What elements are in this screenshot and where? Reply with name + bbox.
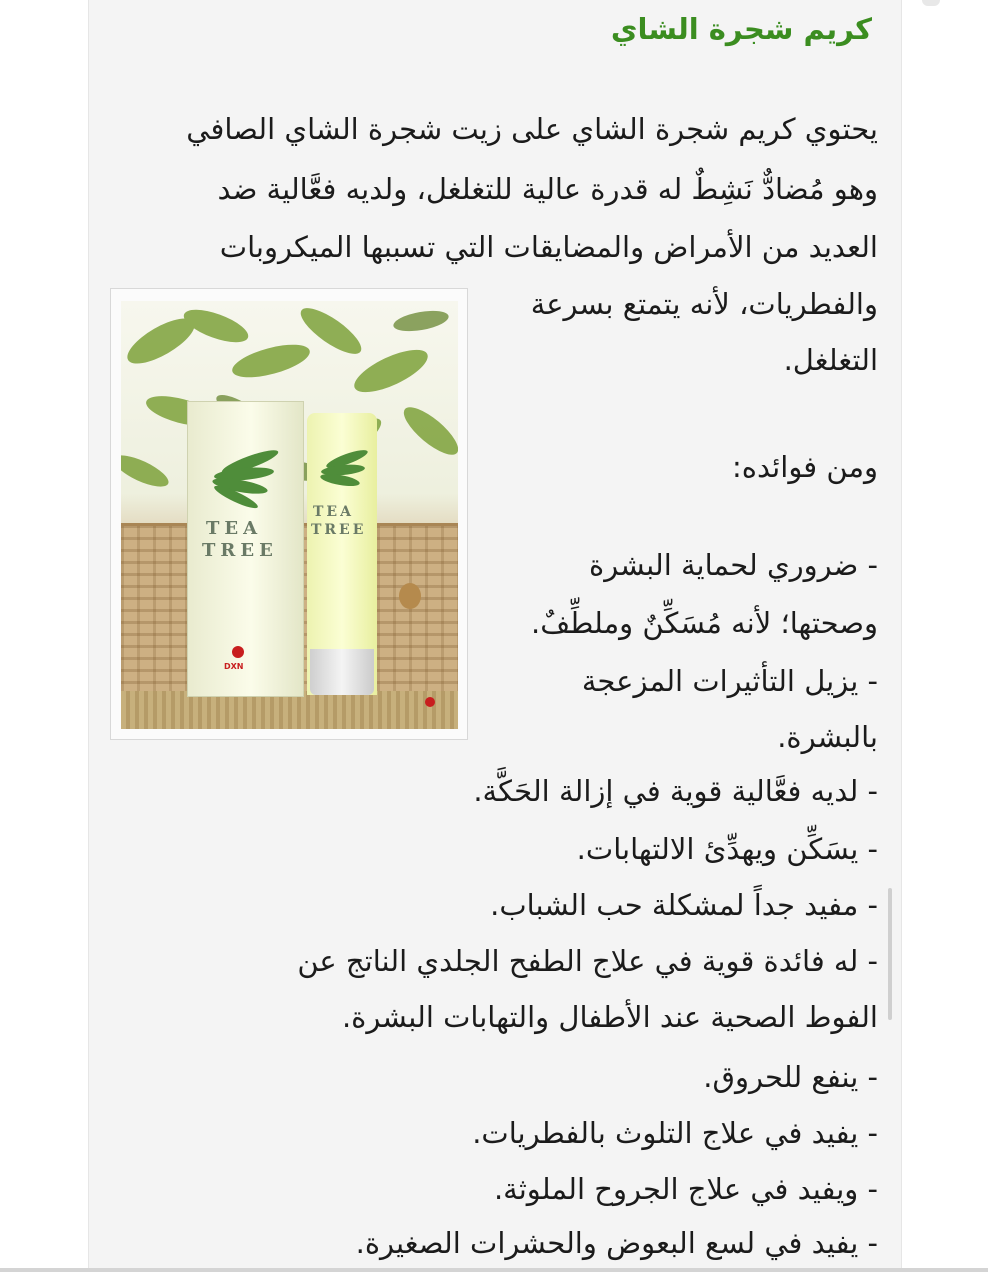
- box-brand-mark: DXN: [224, 662, 244, 671]
- benefit-line: - ينفع للحروق.: [703, 1060, 878, 1094]
- benefits-heading: ومن فوائده:: [732, 450, 878, 484]
- intro-line-2: وهو مُضادٌّ نَشِطٌ له قدرة عالية للتغلغل، ولديه فعَّالية ضد: [217, 172, 878, 206]
- benefit-line: الفوط الصحية عند الأطفال والتهابات البشرة.: [341, 1000, 878, 1034]
- box-brand-line2: TREE: [202, 540, 278, 561]
- corner-handle: [922, 0, 940, 6]
- product-photo-frame: [110, 288, 468, 740]
- article-title: كريم شجرة الشاي: [610, 12, 872, 46]
- benefit-line: - يفيد في لسع البعوض والحشرات الصغيرة.: [355, 1226, 878, 1260]
- benefit-line: - يسَكِّن ويهدِّئ الالتهابات.: [576, 832, 878, 866]
- intro-line-4: والفطريات، لأنه يتمتع بسرعة: [530, 287, 878, 321]
- benefit-line: وصحتها؛ لأنه مُسَكِّنٌ وملطِّفٌ.: [531, 606, 878, 640]
- benefit-line: - ويفيد في علاج الجروح الملوثة.: [493, 1172, 878, 1206]
- tea-tree-leaf-icon: [200, 442, 290, 512]
- tube-cap: [310, 649, 374, 695]
- product-photo: [121, 301, 458, 729]
- benefit-line: - مفيد جداً لمشكلة حب الشباب.: [490, 888, 878, 922]
- benefit-line: - له فائدة قوية في علاج الطفح الجلدي الناتج عن: [297, 944, 878, 978]
- decor-ball: [399, 583, 421, 609]
- benefit-line: - يفيد في علاج التلوث بالفطريات.: [472, 1116, 878, 1150]
- tube-leaf-icon: [313, 443, 373, 503]
- corner-logo-icon: [425, 697, 435, 707]
- tube-brand-line1: TEA: [313, 504, 354, 520]
- benefit-line: - ضروري لحماية البشرة: [589, 548, 878, 582]
- product-box: [187, 401, 304, 697]
- benefit-line: - لديه فعَّالية قوية في إزالة الحَكَّة.: [473, 774, 878, 808]
- box-brand-line1: TEA: [206, 518, 263, 539]
- scroll-indicator[interactable]: [888, 888, 892, 1020]
- bottom-border: [0, 1268, 988, 1272]
- intro-line-1: يحتوي كريم شجرة الشاي على زيت شجرة الشاي الصافي: [186, 112, 878, 146]
- intro-line-3: العديد من الأمراض والمضايقات التي تسببها الميكروبات: [219, 230, 878, 264]
- intro-line-5: التغلغل.: [783, 343, 878, 377]
- box-logo-icon: [232, 646, 244, 658]
- benefit-line: بالبشرة.: [777, 720, 878, 754]
- benefit-line: - يزيل التأثيرات المزعجة: [581, 664, 878, 698]
- tube-brand-line2: TREE: [311, 522, 367, 538]
